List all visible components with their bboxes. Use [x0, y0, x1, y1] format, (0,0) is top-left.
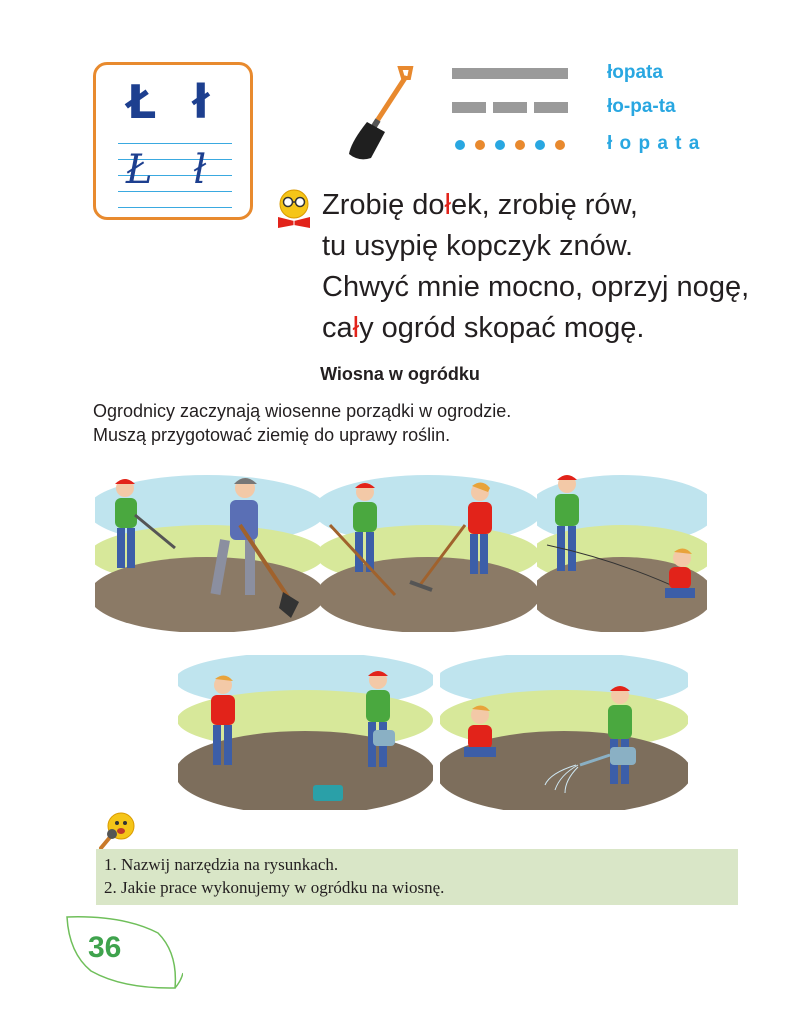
story-title: Wiosna w ogródku [320, 364, 480, 384]
poem-line: tu usypię kopczyk znów. [322, 230, 634, 262]
print-letters: Ł ł [126, 75, 220, 129]
illustration-sowing [178, 655, 433, 810]
illustration-raking [320, 470, 537, 632]
letter-card [93, 62, 253, 220]
letter-dot [495, 140, 505, 150]
word-whole: łopata [607, 62, 663, 83]
guide-line [118, 207, 232, 208]
story-line: Ogrodnicy zaczynają wiosenne porządki w ogrodzie. [93, 401, 512, 421]
poem-line: Zrobię dołek, zrobię rów, [322, 189, 638, 221]
letter-dot [475, 140, 485, 150]
word-bar-whole [452, 68, 568, 79]
word-syllables: ło-pa-ta [607, 96, 676, 117]
story-line: Muszą przygotować ziemię do uprawy roślin. [93, 425, 451, 445]
syllable-bar [452, 102, 486, 113]
poem-line: cały ogród skopać mogę. [322, 312, 645, 344]
questions-box [96, 849, 738, 905]
shovel-icon [345, 62, 415, 162]
word-letters: ł o p a t a [607, 133, 701, 154]
reader-emoji-icon [273, 187, 315, 229]
illustration-measuring [537, 470, 707, 632]
syllable-bar [493, 102, 527, 113]
syllable-bar [534, 102, 568, 113]
question-item: 2. Jakie prace wykonujemy w ogródku na wiosnę. [104, 878, 445, 897]
illustration-watering [440, 655, 688, 810]
letter-dot [455, 140, 465, 150]
guide-line [118, 143, 232, 144]
microphone-icon [97, 810, 137, 852]
letter-dot [535, 140, 545, 150]
leaf-icon [63, 913, 183, 991]
letter-dot [555, 140, 565, 150]
page-number: 36 [88, 931, 122, 964]
script-letters: Ł ł [125, 147, 221, 193]
poem-line: Chwyć mnie mocno, oprzyj nogę, [322, 271, 750, 303]
letter-dot [515, 140, 525, 150]
illustration-digging [95, 470, 320, 632]
question-item: 1. Nazwij narzędzia na rysunkach. [104, 855, 339, 874]
